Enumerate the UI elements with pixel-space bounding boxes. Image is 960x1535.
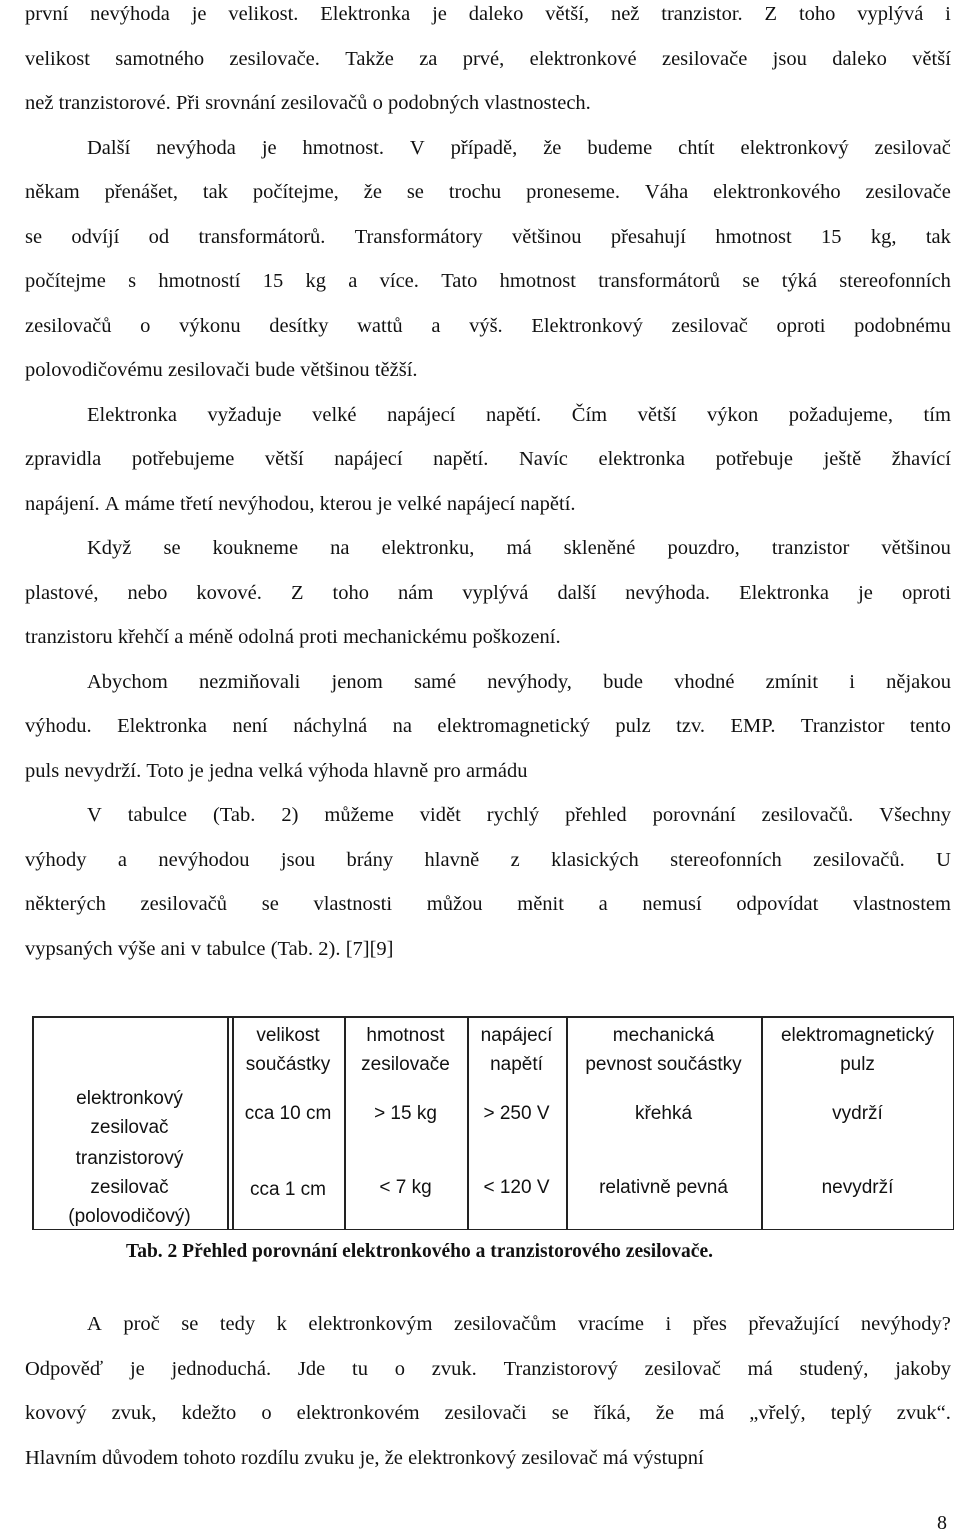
text-line: Abychom nezmiňovali jenom samé nevýhody, bude vhodné zmínit i nějakou [87,670,951,693]
table-cell: relativně pevná [599,1176,728,1198]
text-line: zesilovačů o výkonu desítky wattů a výš. Elektronkový zesilovač oproti podobnému [25,314,951,337]
text-line: než tranzistorové. Při srovnání zesilovačů o podobných vlastnostech. [25,92,591,114]
text-line: V tabulce (Tab. 2) můžeme vidět rychlý přehled porovnání zesilovačů. Všechny [87,804,951,826]
header-emp: elektromagnetický pulz [780,1025,935,1075]
paragraph [25,0,951,134]
comparison-table [32,1016,954,1230]
text-line: napájení. A máme třetí nevýhodou, kterou je velké napájecí napětí. [25,492,576,515]
text-line: velikost samotného zesilovače. Takže za prvé, elektronkové zesilovače jsou daleko větší [25,47,951,70]
paragraph [25,534,951,668]
page-number: 8 [937,1512,947,1534]
paragraph [25,668,951,802]
paragraph [25,801,951,979]
paragraph [25,1310,951,1488]
row-label-transistor: tranzistorový zesilovač (polovodičový) [68,1147,191,1227]
text-line: tranzistoru křehčí a méně odolná proti mechanickému poškození. [25,626,561,648]
header-size: velikost součástky [245,1025,331,1075]
header-mechanical: mechanická pevnost součástky [585,1025,742,1075]
text-line: plastové, nebo kovové. Z toho nám vyplývá další nevýhoda. Elektronka je oproti [25,581,951,604]
text-line: puls nevydrží. Toto je jedna velká výhoda hlavně pro armádu [25,759,528,782]
table-cell: cca 10 cm [244,1102,332,1124]
text-line: zpravidla potřebujeme větší napájecí napětí. Navíc elektronka potřebuje ještě žhavící [25,448,951,470]
text-line: Další nevýhoda je hmotnost. V případě, že budeme chtít elektronkový zesilovač [87,136,951,159]
header-voltage: napájecí napětí [480,1025,553,1075]
paragraph [25,401,951,535]
table-cell: cca 1 cm [249,1178,327,1200]
text-line: někam přenášet, tak počítejme, že se trochu proneseme. Váha elektronkového zesilovače [25,181,951,203]
table-cell: > 15 kg [374,1102,437,1124]
text-line: výhodu. Elektronka není náchylná na elektromagnetický pulz tzv. EMP. Tranzistor tento [25,715,951,737]
text-line: vypsaných výše ani v tabulce (Tab. 2). [7][9] [25,937,394,960]
table-cell: křehká [634,1102,693,1124]
text-line: některých zesilovačů se vlastnosti můžou měnit a nemusí odpovídat vlastnostem [25,893,951,915]
header-weight: hmotnost zesilovače [361,1025,450,1075]
table-divider [227,1016,229,1230]
paragraph [25,134,951,401]
text-line: polovodičovému zesilovači bude většinou těžší. [25,359,418,381]
text-line: výhody a nevýhodou jsou brány hlavně z klasických stereofonních zesilovačů. U [25,848,951,871]
text-line: kovový zvuk, kdežto o elektronkovém zesilovači se říká, že má „vřelý, teplý zvuk“. [25,1402,951,1424]
table-caption: Tab. 2 Přehled porovnání elektronkového a tranzistorového zesilovače. [126,1241,713,1262]
text-line: se odvíjí od transformátorů. Transformátory většinou přesahují hmotnost 15 kg, tak [25,225,951,248]
table-cell: vydrží [832,1102,883,1124]
text-line: Odpověď je jednoduchá. Jde tu o zvuk. Tranzistorový zesilovač má studený, jakoby [25,1357,951,1380]
text-line: Hlavním důvodem tohoto rozdílu zvuku je, že elektronkový zesilovač má výstupní [25,1446,704,1469]
text-line: první nevýhoda je velikost. Elektronka je daleko větší, než tranzistor. Z toho vyplývá i [25,3,951,25]
row-label-tube: elektronkový zesilovač [76,1088,183,1138]
text-line: Když se koukneme na elektronku, má skleněné pouzdro, tranzistor většinou [87,537,951,559]
table-cell: nevydrží [821,1176,894,1198]
text-line: Elektronka vyžaduje velké napájecí napětí. Čím větší výkon požadujeme, tím [87,403,951,426]
table-cell: < 120 V [483,1176,550,1198]
table-cell: > 250 V [483,1102,550,1124]
table-cell: < 7 kg [379,1176,432,1198]
text-line: A proč se tedy k elektronkovým zesilovačům vracíme i přes převažující nevýhody? [87,1313,951,1335]
text-line: počítejme s hmotností 15 kg a více. Tato hmotnost transformátorů se týká stereofonních [25,270,951,292]
